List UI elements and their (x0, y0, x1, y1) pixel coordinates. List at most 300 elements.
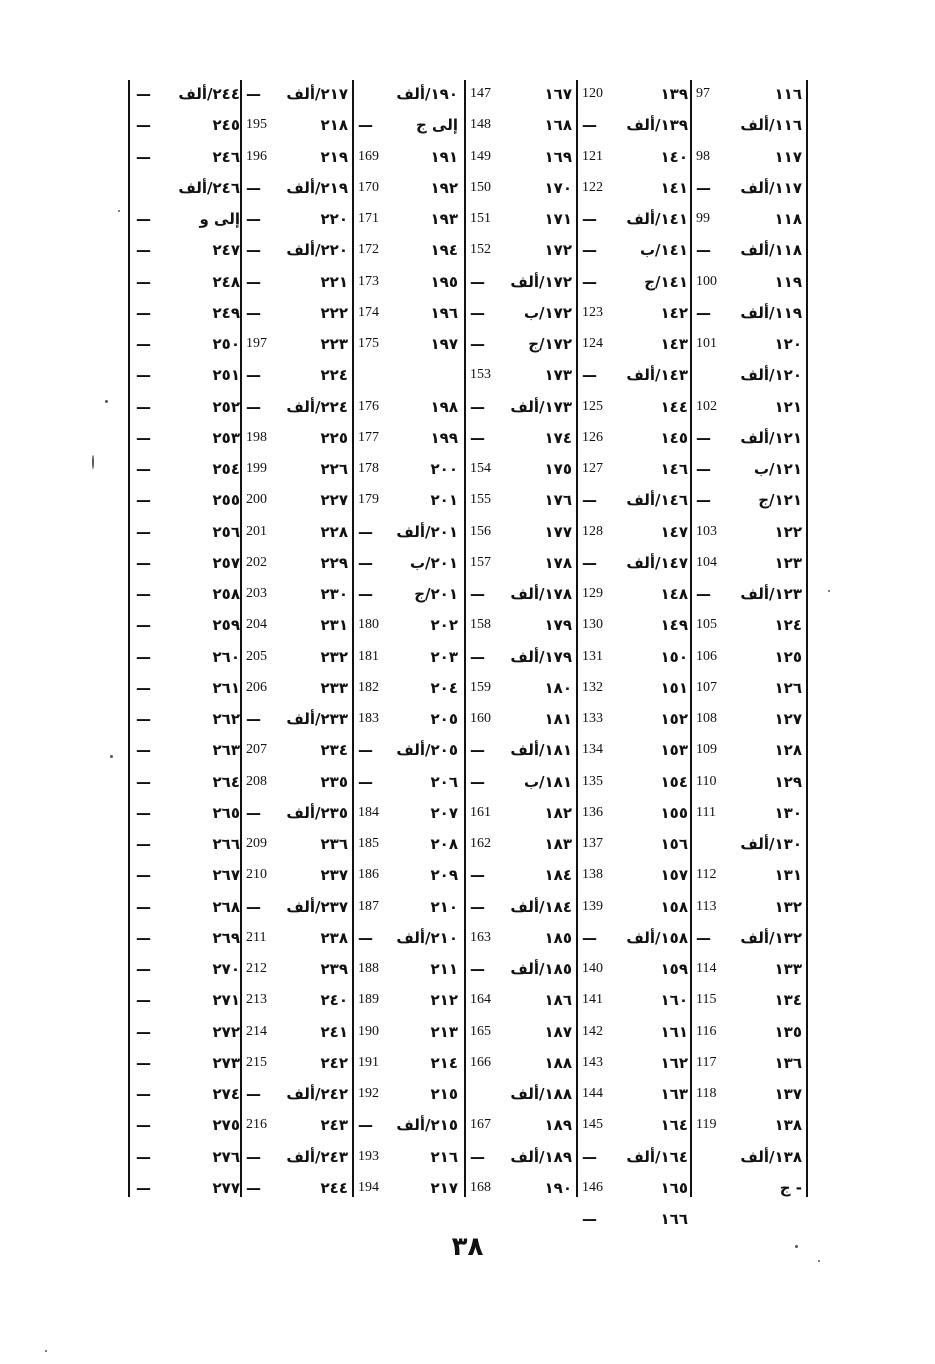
entry-dash: — (696, 178, 711, 197)
entry-arabic: ١٩١ (430, 147, 458, 166)
entry-number: 166 (470, 1054, 491, 1070)
entry-arabic: ١٣٢ (774, 897, 802, 916)
entry-arabic: ١٩٦ (430, 303, 458, 322)
entry-arabic: ١٤١/ب (639, 241, 688, 260)
entry-number: 195 (246, 117, 267, 133)
entry-number: 214 (246, 1023, 267, 1039)
entry-dash: — (136, 428, 151, 447)
entry-number: 177 (358, 429, 379, 445)
entry-arabic: ٢١٢ (430, 991, 458, 1010)
entry-arabic: ١٢٣ (774, 553, 802, 572)
entry-number: 200 (246, 492, 267, 508)
entry-arabic: ١٤٧/ألف (626, 553, 688, 572)
entry-arabic: ١٢٨ (774, 741, 802, 760)
entry-arabic: ٢٢٩ (320, 553, 348, 572)
entry-arabic: ٢٢٤ (320, 366, 348, 385)
entry-number: 138 (582, 867, 603, 883)
entry-arabic: ٢٧٧ (212, 1178, 240, 1197)
entry-dash: — (136, 928, 151, 947)
entry-number: 216 (246, 1117, 267, 1133)
entry-arabic: ١٢٥ (774, 647, 802, 666)
entry-arabic: ١١٦ (774, 85, 802, 103)
entry-arabic: ٢٣٨ (320, 928, 348, 947)
entry-arabic: ٢١٧ (430, 1178, 458, 1197)
entry-dash: — (136, 960, 151, 978)
entry-arabic: ٢٦٣ (212, 741, 240, 760)
entry-number: 205 (246, 648, 267, 664)
entry-arabic: ٢٦٨ (212, 897, 240, 916)
entry-dash: — (582, 366, 597, 385)
entry-arabic: ٢٤٥ (212, 116, 240, 135)
entry-arabic: ١٧٧ (544, 522, 572, 541)
entry-arabic: ١١٩/ألف (740, 303, 802, 322)
entry-dash: — (696, 491, 711, 510)
entry-arabic: ٢٣٧/ألف (286, 897, 348, 916)
entry-number: 192 (358, 1086, 379, 1101)
entry-number: 155 (470, 492, 491, 508)
entry-arabic: إلى ج (416, 116, 458, 135)
entry-arabic: ٢٢٨ (320, 522, 348, 541)
entry-dash: — (358, 585, 373, 603)
entry-arabic: ٢٤٣ (320, 1116, 348, 1135)
entry-number: 114 (696, 961, 717, 976)
entry-number: 113 (696, 898, 717, 914)
entry-number: 160 (470, 711, 491, 726)
entry-dash: — (246, 1178, 261, 1197)
entry-number: 189 (358, 992, 379, 1008)
entry-number: 98 (696, 148, 710, 164)
entry-arabic: ٢٣٥ (320, 772, 348, 791)
entry-number: 174 (358, 304, 379, 320)
entry-dash: — (470, 272, 485, 291)
entry-arabic: ١٣٧ (774, 1085, 802, 1103)
entry-dash: — (246, 1085, 261, 1103)
entry-arabic: ٢٧٢ (212, 1022, 240, 1041)
entry-arabic: ٢٧٥ (212, 1116, 240, 1135)
entry-dash: — (136, 647, 151, 666)
entry-dash: — (470, 772, 485, 791)
entry-arabic: ١٣٨ (774, 1116, 802, 1135)
column-rule (806, 80, 808, 1197)
entry-arabic: ١٩٧ (430, 335, 458, 353)
entry-arabic: ٢١١ (430, 960, 458, 978)
entry-arabic: ١٣٩ (660, 85, 688, 103)
entry-arabic: ٢٦٩ (212, 928, 240, 947)
entry-arabic: ٢٢٠/ألف (286, 241, 348, 260)
entry-arabic: ١٦٧ (544, 85, 572, 103)
entry-number: 150 (470, 179, 491, 195)
entry-number: 101 (696, 336, 717, 351)
entry-arabic: ٢٤٦ (212, 147, 240, 166)
entry-arabic: ٢٧٠ (212, 960, 240, 978)
entry-arabic: ١٤١/ألف (626, 210, 688, 228)
entry-dash: — (358, 1116, 373, 1135)
entry-arabic: ١٩٩ (430, 428, 458, 447)
entry-arabic: ٢٧٦ (212, 1147, 240, 1166)
entry-arabic: ١٩٥ (430, 272, 458, 291)
entry-arabic: ٢٠٧ (430, 803, 458, 822)
entry-arabic: ٢٦٦ (212, 835, 240, 853)
entry-number: 162 (470, 836, 491, 851)
scan-speck (118, 210, 120, 212)
entry-dash: — (136, 803, 151, 822)
entry-dash: — (246, 85, 261, 103)
entry-arabic: ١٧٩/ألف (510, 647, 572, 666)
entry-dash: — (136, 210, 151, 228)
entry-arabic: ١١٨ (774, 210, 802, 228)
entry-number: 171 (358, 211, 379, 226)
entry-number: 154 (470, 461, 491, 476)
entry-arabic: ٢٠٥/ألف (396, 741, 458, 760)
entry-dash: — (470, 960, 485, 978)
entry-number: 194 (358, 1179, 379, 1195)
entry-arabic: ١٢٩ (774, 772, 802, 791)
entry-arabic: ١٧٤ (544, 428, 572, 447)
entry-number: 188 (358, 961, 379, 976)
entry-number: 210 (246, 867, 267, 883)
entry-arabic: ٢٢٣ (320, 335, 348, 353)
entry-number: 153 (470, 367, 491, 383)
entry-dash: — (136, 553, 151, 572)
entry-number: 148 (470, 117, 491, 133)
entry-number: 209 (246, 836, 267, 851)
entry-arabic: ٢٥٨ (212, 585, 240, 603)
entry-number: 186 (358, 867, 379, 883)
entry-dash: — (582, 491, 597, 510)
entry-arabic: ١٨٨/ألف (510, 1085, 572, 1103)
entry-dash: — (696, 460, 711, 478)
entry-dash: — (136, 366, 151, 385)
entry-number: 163 (470, 929, 491, 945)
entry-arabic: ١٣٩/ألف (626, 116, 688, 135)
entry-arabic: ١٨٠ (544, 678, 572, 697)
entry-arabic: ١٧١ (544, 210, 572, 228)
entry-arabic: ١٨٣ (544, 835, 572, 853)
entry-arabic: ٢٥٥ (212, 491, 240, 510)
entry-arabic: ٢١٨ (320, 116, 348, 135)
entry-arabic: ٢٠٢ (430, 616, 458, 635)
entry-number: 183 (358, 711, 379, 726)
entry-arabic: ١٨٤ (544, 866, 572, 885)
entry-number: 149 (470, 148, 491, 164)
entry-arabic: ١٢٠ (774, 335, 802, 353)
entry-number: 105 (696, 617, 717, 633)
entry-number: 139 (582, 898, 603, 914)
entry-arabic: ٢٢٠ (320, 210, 348, 228)
entry-arabic: ١٣٠ (774, 803, 802, 822)
entry-arabic: ١٦٤ (660, 1116, 688, 1135)
entry-arabic: ٢٠٤ (430, 678, 458, 697)
entry-number: 127 (582, 461, 603, 476)
entry-arabic: ٢٧٤ (212, 1085, 240, 1103)
entry-number: 119 (696, 1117, 717, 1133)
entry-arabic: ٢٤٢ (320, 1053, 348, 1072)
entry-number: 202 (246, 554, 267, 570)
entry-number: 110 (696, 773, 717, 789)
entry-arabic: ٢٠١/ب (409, 553, 458, 572)
entry-dash: — (696, 585, 711, 603)
entry-arabic: ١٦٥ (660, 1178, 688, 1197)
entry-number: 167 (470, 1117, 491, 1133)
entry-dash: — (136, 272, 151, 291)
entry-number: 187 (358, 898, 379, 914)
entry-number: 199 (246, 461, 267, 476)
entry-dash: — (136, 710, 151, 728)
entry-number: 125 (582, 398, 603, 414)
entry-arabic: ١٤٢ (660, 303, 688, 322)
entry-arabic: ١٤٦/ألف (626, 491, 688, 510)
entry-dash: — (470, 1147, 485, 1166)
entry-arabic: ٢٤٢/ألف (286, 1085, 348, 1103)
entry-arabic: ٢٦٤ (212, 772, 240, 791)
entry-arabic: ١٢٠/ألف (740, 366, 802, 385)
entry-arabic: ١١٩ (774, 272, 802, 291)
entry-number: 158 (470, 617, 491, 633)
entry-arabic: ١٥٨/ألف (626, 928, 688, 947)
entry-arabic: ١٣١ (774, 866, 802, 885)
entry-dash: — (136, 1053, 151, 1072)
entry-arabic: ١٥١ (660, 678, 688, 697)
entry-arabic: ٢١٥ (430, 1085, 458, 1103)
entry-arabic: ٢٦٧ (212, 866, 240, 885)
entry-arabic: ١١٨/ألف (740, 241, 802, 260)
entry-arabic: ١٨٤/ألف (510, 897, 572, 916)
entry-dash: — (582, 1147, 597, 1166)
entry-arabic: ٢٧١ (212, 991, 240, 1010)
entry-arabic: ٢٣٣ (320, 678, 348, 697)
entry-arabic: ١٧٥ (544, 460, 572, 478)
entry-dash: — (136, 1147, 151, 1166)
entry-dash: — (470, 397, 485, 416)
entry-dash: — (136, 147, 151, 166)
entry-dash: — (136, 866, 151, 885)
entry-number: 164 (470, 992, 491, 1008)
entry-arabic: ٢٦١ (212, 678, 240, 697)
entry-dash: — (582, 210, 597, 228)
entry-arabic: ١٢٢ (774, 522, 802, 541)
entry-arabic: ١١٧/ألف (740, 178, 802, 197)
entry-arabic: ١٥٦ (660, 835, 688, 853)
entry-number: 140 (582, 961, 603, 976)
entry-dash: — (358, 116, 373, 135)
entry-arabic: ١٩٢ (430, 178, 458, 197)
entry-number: 103 (696, 523, 717, 539)
entry-number: 165 (470, 1023, 491, 1039)
entry-arabic: ١٥٧ (660, 866, 688, 885)
entry-arabic: ٢٠٨ (430, 835, 458, 853)
entry-arabic: ١٤١/ج (644, 272, 688, 291)
entry-number: 120 (582, 86, 603, 101)
entry-arabic: إلى و (199, 210, 240, 228)
entry-dash: — (470, 428, 485, 447)
entry-arabic: ١٧٢/ج (528, 335, 572, 353)
entry-number: 181 (358, 648, 379, 664)
entry-arabic: ١٢١/ب (753, 460, 802, 478)
entry-arabic: ٢١٦ (430, 1147, 458, 1166)
entry-arabic: ١٨١ (544, 710, 572, 728)
entry-number: 170 (358, 179, 379, 195)
entry-number: 211 (246, 929, 267, 945)
entry-number: 215 (246, 1054, 267, 1070)
entry-arabic: ٢٢٢ (320, 303, 348, 322)
entry-number: 175 (358, 336, 379, 351)
entry-arabic: ١٣٥ (774, 1022, 802, 1041)
entry-arabic: ١٤٣/ألف (626, 366, 688, 385)
entry-arabic: ١٧٨ (544, 553, 572, 572)
entry-number: 145 (582, 1117, 603, 1133)
entry-number: 124 (582, 336, 603, 351)
entry-arabic: ٢٣٠ (320, 585, 348, 603)
entry-dash: — (136, 835, 151, 853)
entry-arabic: ١٧٢ (544, 241, 572, 260)
entry-arabic: ٢١٧/ألف (286, 85, 348, 103)
entry-arabic: ٢٤٨ (212, 272, 240, 291)
entry-dash: — (136, 616, 151, 635)
entry-number: 106 (696, 648, 717, 664)
entry-number: 151 (470, 211, 491, 226)
entry-arabic: ١٥٣ (660, 741, 688, 760)
entry-arabic: ٢٣٧ (320, 866, 348, 885)
entry-number: 99 (696, 211, 710, 226)
entry-arabic: ٢٢١ (320, 272, 348, 291)
entry-number: 112 (696, 867, 717, 883)
entry-arabic: ٢٥٩ (212, 616, 240, 635)
entry-number: 161 (470, 804, 491, 820)
entry-arabic: ١٦٠ (660, 991, 688, 1010)
entry-dash: — (470, 897, 485, 916)
entry-arabic: ١٨٩/ألف (510, 1147, 572, 1166)
entry-arabic: ١٨٥/ألف (510, 960, 572, 978)
entry-number: 198 (246, 429, 267, 445)
entry-arabic: ١٥٢ (660, 710, 688, 728)
entry-arabic: ٢٣١ (320, 616, 348, 635)
entry-arabic: ٢١٤ (430, 1053, 458, 1072)
entry-dash: — (358, 741, 373, 760)
entry-dash: — (358, 772, 373, 791)
entry-number: 129 (582, 586, 603, 601)
entry-number: 126 (582, 429, 603, 445)
scan-speck (795, 1245, 798, 1248)
scan-speck (92, 455, 94, 469)
entry-number: 184 (358, 804, 379, 820)
entry-arabic: ٢١٩ (320, 147, 348, 166)
entry-arabic: ١٤٠ (660, 147, 688, 166)
entry-dash: — (136, 491, 151, 510)
scan-speck (818, 1260, 820, 1262)
entry-arabic: ١٨٩ (544, 1116, 572, 1135)
scan-speck (105, 400, 108, 403)
column-rule (128, 80, 130, 1197)
entry-dash: — (136, 335, 151, 353)
entry-dash: — (136, 1116, 151, 1135)
entry-number: 109 (696, 742, 717, 758)
entry-number: 107 (696, 679, 717, 695)
entry-number: 128 (582, 523, 603, 539)
entry-arabic: ١٦٩ (544, 147, 572, 166)
entry-arabic: ٢٤٧ (212, 241, 240, 260)
entry-number: 143 (582, 1054, 603, 1070)
entry-dash: — (246, 272, 261, 291)
entry-arabic: ١٤٤ (660, 397, 688, 416)
entry-number: 206 (246, 679, 267, 695)
entry-dash: — (696, 303, 711, 322)
entry-arabic: ١٨١/ب (523, 772, 572, 791)
entry-arabic: ١٢١/ألف (740, 428, 802, 447)
entry-dash: — (470, 741, 485, 760)
entry-arabic: ١٩٤ (430, 241, 458, 260)
column-rule (464, 80, 466, 1197)
entry-number: 117 (696, 1054, 717, 1070)
entry-number: 172 (358, 242, 379, 258)
entry-number: 137 (582, 836, 603, 851)
entry-dash: — (136, 397, 151, 416)
entry-dash: — (246, 897, 261, 916)
entry-arabic: ٢٦٥ (212, 803, 240, 822)
entry-number: 156 (470, 523, 491, 539)
entry-arabic: ١٤٨ (660, 585, 688, 603)
entry-arabic: ١٢٧ (774, 710, 802, 728)
entry-number: 197 (246, 336, 267, 351)
entry-arabic: ١٧٠ (544, 178, 572, 197)
entry-arabic: ٢٥١ (212, 366, 240, 385)
entry-arabic: ٢١٠ (430, 897, 458, 916)
entry-number: 100 (696, 273, 717, 289)
entry-number: 108 (696, 711, 717, 726)
entry-arabic: ١٢١ (774, 397, 802, 416)
entry-arabic: ١٨٦ (544, 991, 572, 1010)
entry-number: 179 (358, 492, 379, 508)
entry-arabic: ١٥٨ (660, 897, 688, 916)
entry-arabic: ٢٣٥/ألف (286, 803, 348, 822)
entry-number: 176 (358, 398, 379, 414)
entry-arabic: ١٢٣/ألف (740, 585, 802, 603)
entry-arabic: ٢٢٤/ألف (286, 397, 348, 416)
entry-arabic: ٢٠٩ (430, 866, 458, 885)
entry-dash: — (136, 1022, 151, 1041)
entry-number: 132 (582, 679, 603, 695)
entry-arabic: ١٢٤ (774, 616, 802, 635)
entry-number: 121 (582, 148, 603, 164)
entry-arabic: ١٦١ (660, 1022, 688, 1041)
entry-arabic: ١٧٣ (544, 366, 572, 385)
entry-dash: — (582, 241, 597, 260)
entry-number: 102 (696, 398, 717, 414)
entry-number: 185 (358, 836, 379, 851)
entry-number: 157 (470, 554, 491, 570)
entry-arabic: ١٢١/ج (758, 491, 802, 510)
entry-number: 111 (696, 804, 716, 820)
entry-arabic: ١٣٠/ألف (740, 835, 802, 853)
entry-number: 190 (358, 1023, 379, 1039)
entry-arabic: ٢٥٦ (212, 522, 240, 541)
entry-arabic: ٢٠٥ (430, 710, 458, 728)
entry-arabic: ١٤٣ (660, 335, 688, 353)
entry-arabic: ١٤٥ (660, 428, 688, 447)
entry-dash: — (582, 116, 597, 135)
entry-dash: — (246, 366, 261, 385)
entry-dash: — (358, 553, 373, 572)
entry-arabic: ١٧٢/ألف (510, 272, 572, 291)
entry-number: 173 (358, 273, 379, 289)
entry-arabic: ١٨٥ (544, 928, 572, 947)
entry-arabic: ٢٣٣/ألف (286, 710, 348, 728)
entry-number: 201 (246, 523, 267, 539)
entry-number: 159 (470, 679, 491, 695)
entry-dash: — (470, 647, 485, 666)
entry-number: 169 (358, 148, 379, 164)
entry-arabic: ١٩٠ (544, 1178, 572, 1197)
entry-arabic: ٢٥٧ (212, 553, 240, 572)
